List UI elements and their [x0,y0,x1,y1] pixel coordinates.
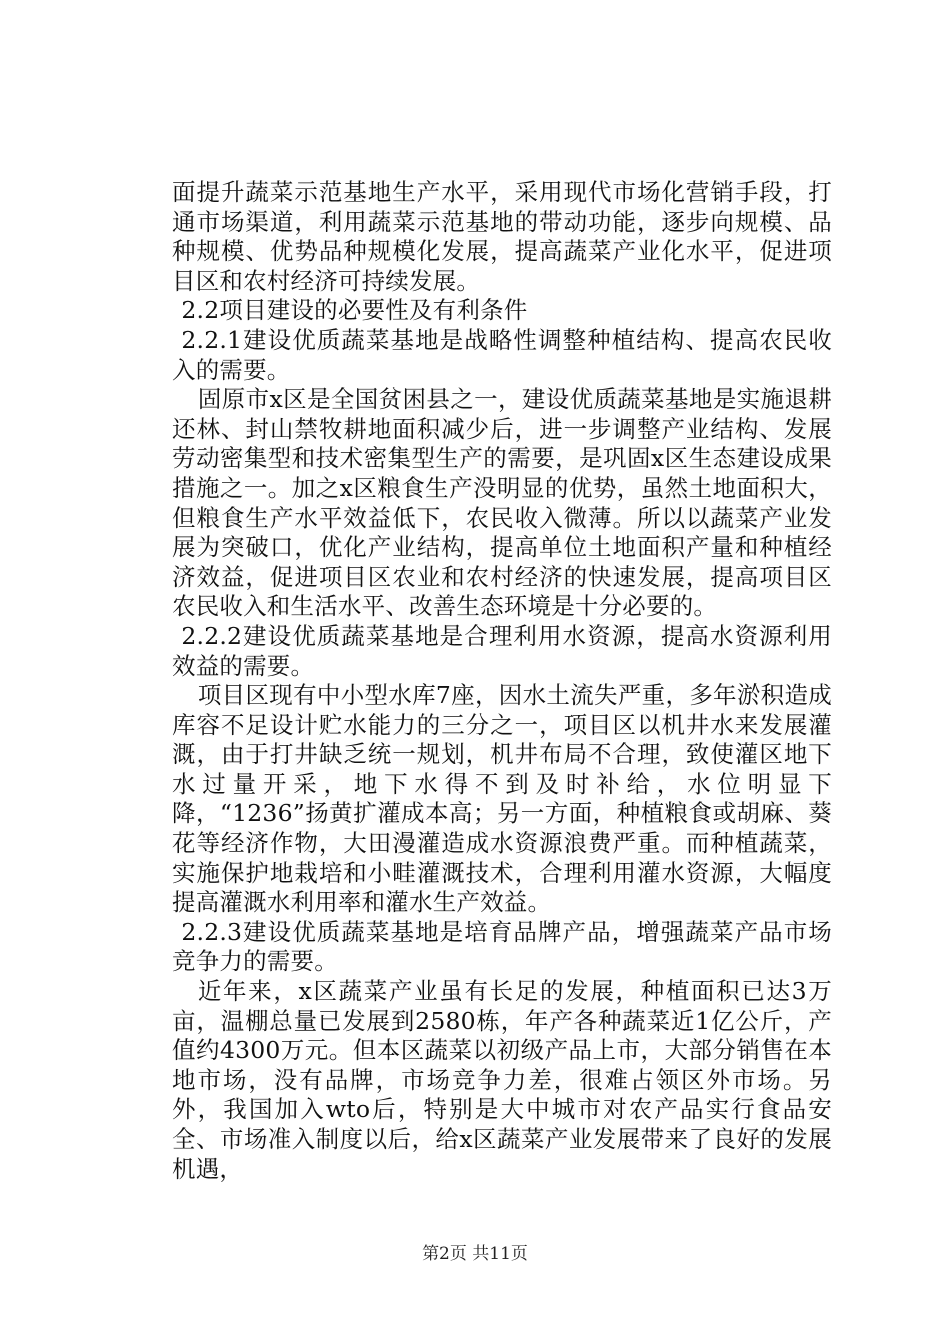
document-body [172,178,832,1184]
page-number: 第2页 共11页 [422,1244,528,1264]
subsection-heading: 2.2.1建设优质蔬菜基地是战略性调整种植结构、提高农民收入的需要。 [172,325,832,384]
body-paragraph: 面提升蔬菜示范基地生产水平，采用现代市场化营销手段，打通市场渠道，利用蔬菜示范基地的带动功能，逐步向规模、品种规模、优势品种规模化发展，提高蔬菜产业化水平，促进项目区和农村经济可持续发展。 [172,178,832,295]
subsection-heading: 2.2.2建设优质蔬菜基地是合理利用水资源，提高水资源利用效益的需要。 [172,621,832,680]
body-paragraph: 项目区现有中小型水库7座，因水土流失严重，多年淤积造成库容不足设计贮水能力的三分之一，项目区以机井水来发展灌溉，由于打井缺乏统一规划，机井布局不合理，致使灌区地下水过量开采，地下水得不到及时补给，水位明显下降，“1236”扬黄扩灌成本高；另一方面，种植粮食或胡麻、葵花等经济作物，大田漫灌造成水资源浪费严重。而种植蔬菜，实施保护地栽培和小畦灌溉技术，合理利用灌水资源，大幅度提高灌溉水利用率和灌水生产效益。 [172,681,832,917]
subsection-heading: 2.2.3建设优质蔬菜基地是培育品牌产品，增强蔬菜产品市场竞争力的需要。 [172,917,832,976]
section-heading: 2.2项目建设的必要性及有利条件 [181,296,528,325]
body-paragraph: 近年来，x区蔬菜产业虽有长足的发展，种植面积已达3万亩，温棚总量已发展到2580栋，年产各种蔬菜近1亿公斤，产值约4300万元。但本区蔬菜以初级产品上市，大部分销售在本地市场，没有品牌，市场竞争力差，很难占领区外市场。另外，我国加入wto后，特别是大中城市对农产品实行食品安全、市场准入制度以后，给x区蔬菜产业发展带来了良好的发展机遇， [172,977,832,1183]
body-paragraph: 固原市x区是全国贫困县之一，建设优质蔬菜基地是实施退耕还林、封山禁牧耕地面积减少后，进一步调整产业结构、发展劳动密集型和技术密集型生产的需要，是巩固x区生态建设成果措施之一。加之x区粮食生产没明显的优势，虽然土地面积大，但粮食生产水平效益低下，农民收入微薄。所以以蔬菜产业发展为突破口，优化产业结构，提高单位土地面积产量和种植经济效益，促进项目区农业和农村经济的快速发展，提高项目区农民收入和生活水平、改善生态环境是十分必要的。 [172,385,832,621]
